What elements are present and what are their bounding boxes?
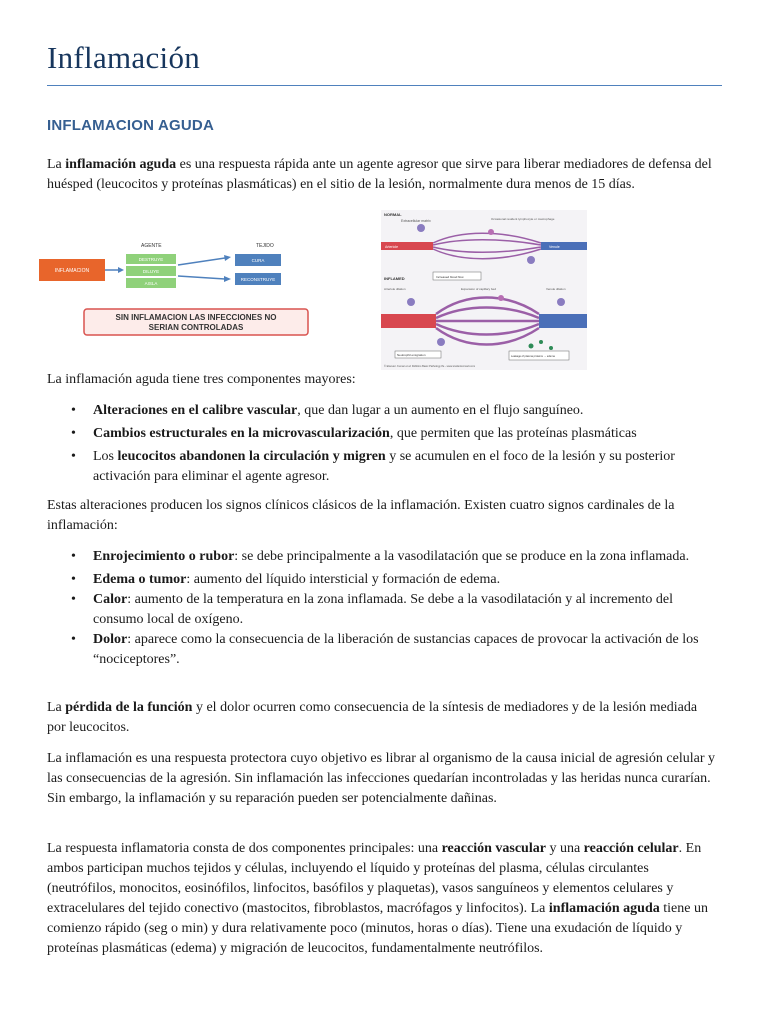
components-list bbox=[47, 401, 717, 490]
page-title: Inflamación bbox=[47, 40, 201, 75]
bullet-icon: • bbox=[71, 449, 76, 464]
response-paragraph: La respuesta inflamatoria consta de dos componentes principales: una reacción vascular y una reacción celular. En ambos participan muchos tejidos y células, incluyendo el líquido y proteínas del plasma, células circulantes (neutrófilos, monocitos, eosinófilos, linfocitos, basófilos y plaquetas), vasos sanguíneos y elementos celulares y extracelulares del tejido conectivo (mastocitos, fibroblastos, macrófagos y linfocitos). La inflamación aguda tiene un comienzo rápido (seg o min) y dura relativamente poco (minutos, horas o días). Tiene una exudación de líquido y proteínas plasmáticas (edema) y migración de leucocitos, fundamentalmente neutrófilos. bbox=[47, 841, 708, 956]
arteriole-label: Arteriole bbox=[385, 245, 399, 249]
components-intro: La inflamación aguda tiene tres componentes mayores: bbox=[47, 372, 356, 387]
intro-pre: La bbox=[47, 157, 66, 172]
bullet-icon: • bbox=[71, 403, 76, 418]
aisla-label: AISLA bbox=[144, 281, 158, 286]
agent-tissue-diagram bbox=[30, 236, 310, 342]
protective-paragraph: La inflamación es una respuesta protectora cuyo objetivo es librar al organismo de la causa inicial de agresión celular y las consecuencias de la agresión. Sin inflamación las infecciones quedarían incontroladas y las heridas nunca curarían. Sin embargo, la inflamación y su reparación pueden ser potencialmente dañinas. bbox=[47, 751, 715, 806]
list-item: • Alteraciones en el calibre vascular, que dan lugar a un aumento en el flujo sanguíneo. bbox=[47, 401, 717, 421]
intro-paragraph bbox=[47, 155, 717, 195]
list-item: • Cambios estructurales en la microvascularización, que permiten que las proteínas plasmáticas bbox=[47, 424, 717, 444]
loss-paragraph: La pérdida de la función y el dolor ocurren como consecuencia de la síntesis de mediadores y de la lesión mediada por leucocitos. bbox=[47, 700, 698, 735]
venule-label: Venule bbox=[549, 245, 560, 249]
banner-line-1: SIN INFLAMACION LAS INFECCIONES NO bbox=[115, 313, 277, 322]
list-item: • Dolor: aparece como la consecuencia de la liberación de sustancias capaces de provocar la activación de los “nociceptores”. bbox=[71, 632, 699, 667]
diluye-label: DILUYE bbox=[142, 269, 160, 274]
intro-bold: inflamación aguda bbox=[65, 157, 177, 172]
bullet-icon: • bbox=[71, 592, 76, 607]
cura-label: CURA bbox=[251, 258, 265, 263]
destruye-label: DESTRUYE bbox=[138, 257, 164, 262]
credit-label: © Elsevier. Kumar et al: Robbins Basic Pathology 8e - www.studentconsult.com bbox=[384, 365, 476, 368]
title-divider bbox=[47, 85, 722, 86]
neutrophil-label: Neutrophil emigration bbox=[397, 353, 426, 357]
bullet-icon: • bbox=[71, 572, 76, 587]
inflamacion-label: INFLAMACION bbox=[54, 268, 90, 274]
reconstruye-label: RECONSTRUYE bbox=[240, 277, 276, 282]
venule-dilation-label: Venule dilation bbox=[546, 287, 566, 291]
list-item: • Los leucocitos abandonen la circulación y migren y se acumulen en el foco de la lesión y su posterior activación para eliminar el agente agresor. bbox=[71, 449, 675, 484]
signs-intro: Estas alteraciones producen los signos clínicos clásicos de la inflamación. Existen cuatro signos cardinales de la inflamación: bbox=[47, 498, 675, 533]
microvasculature-illustration bbox=[381, 210, 587, 370]
list-item: • Enrojecimiento o rubor: se debe principalmente a la vasodilatación que se produce en la zona inflamada. bbox=[47, 547, 717, 567]
normal-label: NORMAL bbox=[384, 212, 402, 217]
agente-label: AGENTE bbox=[141, 243, 162, 249]
blood-flow-label: Increased blood flow bbox=[436, 275, 464, 279]
signs-list bbox=[47, 547, 717, 673]
banner-line-2: SERIAN CONTROLADAS bbox=[148, 323, 244, 332]
bullet-icon: • bbox=[71, 426, 76, 441]
list-item: • Edema o tumor: aumento del líquido intersticial y formación de edema. bbox=[47, 570, 717, 590]
bullet-icon: • bbox=[71, 549, 76, 564]
ecm-label: Extracellular matrix bbox=[401, 219, 431, 223]
intro-post: es una respuesta rápida ante un agente agresor que sirve para liberar mediadores de defensa del huésped (leucocitos y proteínas plasmáticas) en el sitio de la lesión, normalmente dura menos de 15 días. bbox=[47, 157, 712, 192]
expansion-label: Expansion of capillary bed bbox=[461, 287, 497, 291]
tejido-label: TEJIDO bbox=[256, 243, 274, 249]
list-item: • Calor: aumento de la temperatura en la zona inflamada. Se debe a la vasodilatación y al incremento del consumo local de oxígeno. bbox=[71, 592, 673, 627]
resident-label: Occasional resident lymphocyte or macrophage bbox=[491, 217, 555, 221]
leakage-label: Leakage of plasma proteins → edema bbox=[511, 355, 555, 358]
inflamed-label: INFLAMED bbox=[384, 276, 405, 281]
bullet-icon: • bbox=[71, 632, 76, 647]
section-heading: INFLAMACION AGUDA bbox=[47, 117, 214, 134]
arteriole-dilation-label: Arteriole dilation bbox=[384, 287, 406, 291]
